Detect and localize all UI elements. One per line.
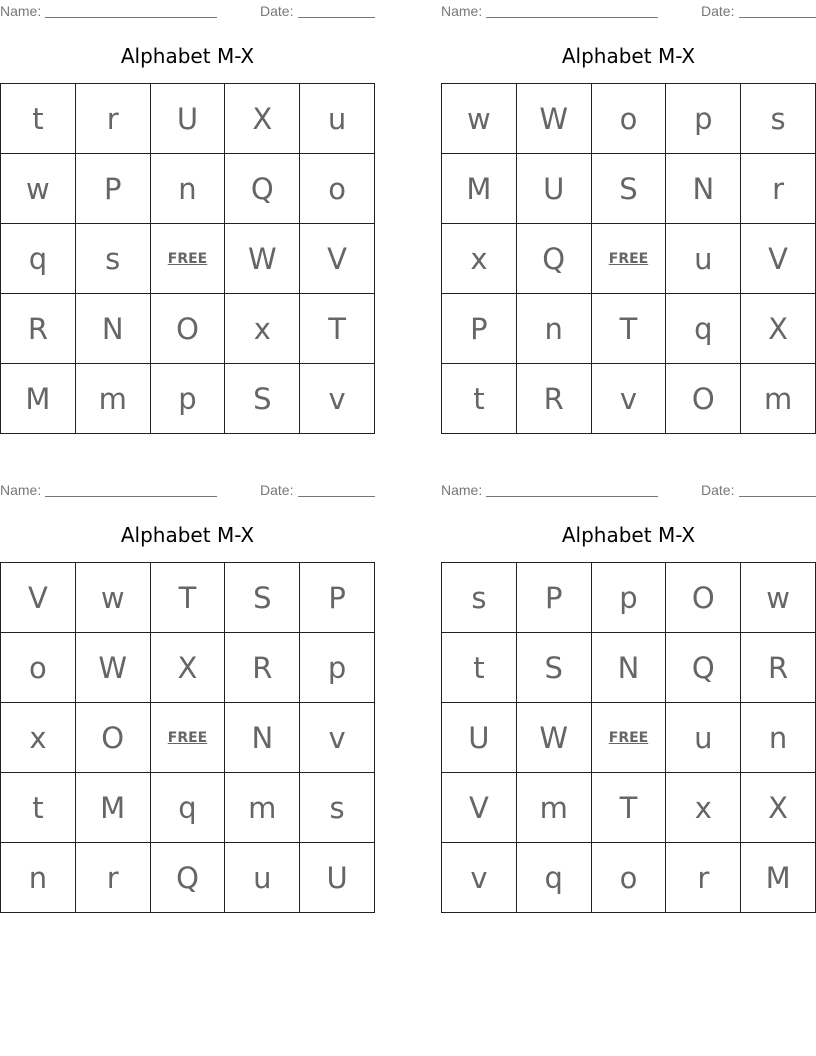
- bingo-cell: m: [517, 773, 592, 843]
- bingo-cell: O: [76, 703, 151, 773]
- bingo-cell: r: [76, 843, 151, 913]
- bingo-cell: q: [151, 773, 226, 843]
- bingo-cell: N: [76, 294, 151, 364]
- free-space: FREE: [151, 703, 226, 773]
- card-header: [0, 482, 375, 498]
- bingo-cell: x: [225, 294, 300, 364]
- bingo-cell: r: [741, 154, 816, 224]
- bingo-cell: X: [741, 773, 816, 843]
- bingo-cell: M: [1, 364, 76, 434]
- bingo-cell: o: [300, 154, 375, 224]
- bingo-cell: t: [1, 84, 76, 154]
- bingo-card-1: [0, 0, 375, 434]
- date-label: Date:: [260, 482, 294, 498]
- bingo-cell: M: [442, 154, 517, 224]
- bingo-cell: S: [225, 364, 300, 434]
- card-title: Alphabet M-X: [561, 523, 696, 547]
- bingo-cell: T: [592, 773, 667, 843]
- name-blank-line: [486, 17, 658, 18]
- bingo-cell: P: [76, 154, 151, 224]
- bingo-cell: S: [517, 633, 592, 703]
- bingo-cell: t: [1, 773, 76, 843]
- date-blank-line: [739, 496, 816, 497]
- bingo-cell: m: [741, 364, 816, 434]
- bingo-cell: R: [517, 364, 592, 434]
- bingo-cell: V: [300, 224, 375, 294]
- bingo-cell: s: [442, 563, 517, 633]
- bingo-cell: T: [300, 294, 375, 364]
- bingo-cell: p: [300, 633, 375, 703]
- bingo-card-4: [441, 479, 816, 913]
- bingo-cell: v: [300, 364, 375, 434]
- bingo-cell: X: [225, 84, 300, 154]
- bingo-cell: o: [592, 843, 667, 913]
- bingo-cell: U: [300, 843, 375, 913]
- bingo-cell: M: [76, 773, 151, 843]
- bingo-cell: r: [76, 84, 151, 154]
- bingo-cell: Q: [517, 224, 592, 294]
- bingo-cell: n: [151, 154, 226, 224]
- bingo-cell: w: [76, 563, 151, 633]
- bingo-cell: m: [225, 773, 300, 843]
- bingo-cell: s: [300, 773, 375, 843]
- bingo-cell: p: [151, 364, 226, 434]
- bingo-cell: v: [300, 703, 375, 773]
- free-space: FREE: [592, 224, 667, 294]
- bingo-cell: p: [666, 84, 741, 154]
- bingo-cell: n: [741, 703, 816, 773]
- bingo-grid: [441, 83, 816, 434]
- bingo-cell: R: [225, 633, 300, 703]
- card-title: Alphabet M-X: [120, 523, 255, 547]
- date-blank-line: [298, 17, 375, 18]
- bingo-cell: O: [151, 294, 226, 364]
- bingo-cell: t: [442, 364, 517, 434]
- name-blank-line: [486, 496, 658, 497]
- bingo-cell: v: [442, 843, 517, 913]
- bingo-cell: W: [517, 703, 592, 773]
- bingo-cell: Q: [151, 843, 226, 913]
- bingo-card-2: [441, 0, 816, 434]
- bingo-cell: U: [151, 84, 226, 154]
- bingo-cell: N: [666, 154, 741, 224]
- bingo-cell: p: [592, 563, 667, 633]
- bingo-cell: X: [151, 633, 226, 703]
- bingo-cell: P: [517, 563, 592, 633]
- name-label: Name:: [0, 482, 42, 498]
- bingo-cell: u: [666, 703, 741, 773]
- name-blank-line: [45, 17, 217, 18]
- free-space: FREE: [592, 703, 667, 773]
- bingo-cell: u: [225, 843, 300, 913]
- bingo-cell: w: [442, 84, 517, 154]
- bingo-grid: [0, 83, 375, 434]
- date-label: Date:: [260, 3, 294, 19]
- bingo-cell: S: [592, 154, 667, 224]
- bingo-cell: x: [1, 703, 76, 773]
- bingo-cell: x: [666, 773, 741, 843]
- bingo-cell: x: [442, 224, 517, 294]
- bingo-grid: [441, 562, 816, 913]
- bingo-grid: [0, 562, 375, 913]
- bingo-cell: W: [76, 633, 151, 703]
- bingo-cell: t: [442, 633, 517, 703]
- bingo-cell: T: [151, 563, 226, 633]
- bingo-cell: V: [741, 224, 816, 294]
- bingo-cell: P: [442, 294, 517, 364]
- date-label: Date:: [701, 482, 735, 498]
- name-blank-line: [45, 496, 217, 497]
- bingo-cell: q: [666, 294, 741, 364]
- bingo-cell: X: [741, 294, 816, 364]
- bingo-cell: S: [225, 563, 300, 633]
- bingo-cell: Q: [666, 633, 741, 703]
- bingo-cell: s: [76, 224, 151, 294]
- bingo-cell: u: [300, 84, 375, 154]
- bingo-cell: R: [1, 294, 76, 364]
- bingo-cell: V: [1, 563, 76, 633]
- card-header: [441, 3, 816, 19]
- bingo-cell: n: [517, 294, 592, 364]
- bingo-card-3: [0, 479, 375, 913]
- card-header: [441, 482, 816, 498]
- date-blank-line: [298, 496, 375, 497]
- bingo-cell: O: [666, 563, 741, 633]
- bingo-cell: o: [592, 84, 667, 154]
- card-header: [0, 3, 375, 19]
- card-title: Alphabet M-X: [120, 44, 255, 68]
- bingo-cell: w: [741, 563, 816, 633]
- bingo-cell: W: [517, 84, 592, 154]
- bingo-cell: v: [592, 364, 667, 434]
- date-blank-line: [739, 17, 816, 18]
- bingo-cell: w: [1, 154, 76, 224]
- bingo-cell: m: [76, 364, 151, 434]
- bingo-cell: P: [300, 563, 375, 633]
- name-label: Name:: [0, 3, 42, 19]
- bingo-cell: o: [1, 633, 76, 703]
- bingo-cell: N: [225, 703, 300, 773]
- bingo-cell: u: [666, 224, 741, 294]
- bingo-cell: U: [517, 154, 592, 224]
- bingo-cell: s: [741, 84, 816, 154]
- name-label: Name:: [441, 482, 483, 498]
- bingo-cell: q: [1, 224, 76, 294]
- bingo-cell: W: [225, 224, 300, 294]
- bingo-cell: r: [666, 843, 741, 913]
- bingo-cell: n: [1, 843, 76, 913]
- card-title: Alphabet M-X: [561, 44, 696, 68]
- bingo-cell: Q: [225, 154, 300, 224]
- bingo-cell: R: [741, 633, 816, 703]
- bingo-cell: T: [592, 294, 667, 364]
- bingo-cell: M: [741, 843, 816, 913]
- bingo-cell: q: [517, 843, 592, 913]
- bingo-cell: U: [442, 703, 517, 773]
- name-label: Name:: [441, 3, 483, 19]
- bingo-cell: O: [666, 364, 741, 434]
- bingo-cell: V: [442, 773, 517, 843]
- date-label: Date:: [701, 3, 735, 19]
- bingo-cell: N: [592, 633, 667, 703]
- free-space: FREE: [151, 224, 226, 294]
